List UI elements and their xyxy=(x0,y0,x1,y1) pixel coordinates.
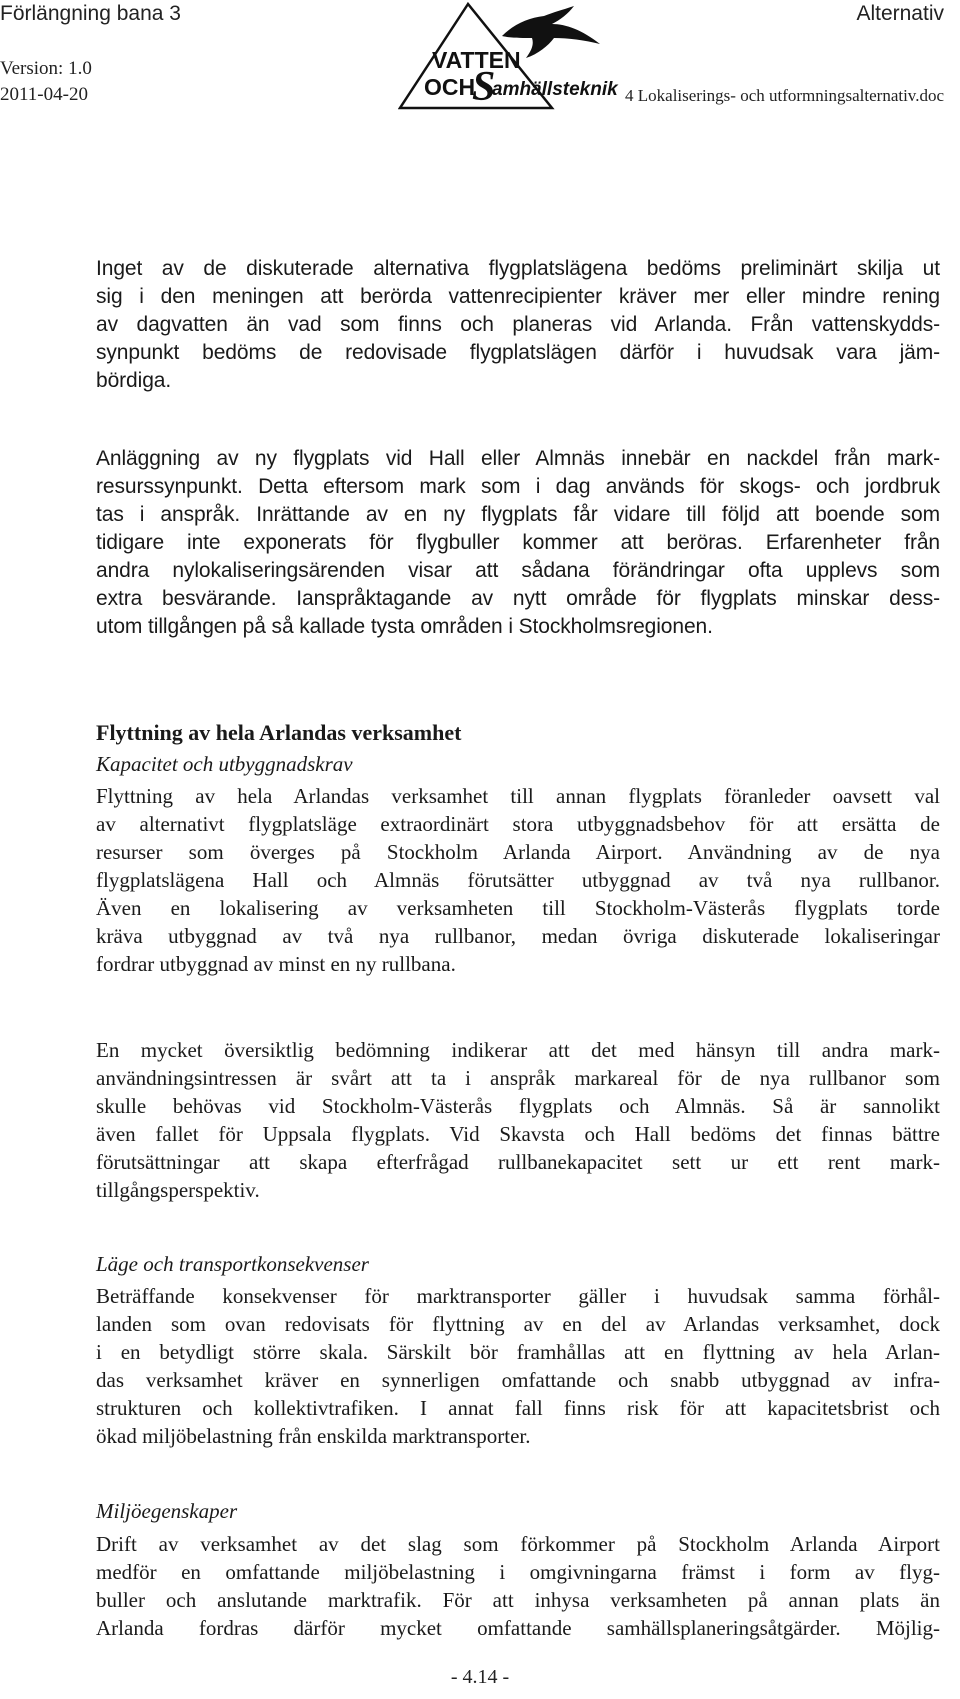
paragraph-line: fordrar utbyggnad av minst en ny rullbana. xyxy=(96,952,456,976)
logo-text-och: OCH xyxy=(424,74,476,100)
subheading-miljo: Miljöegenskaper xyxy=(96,1499,238,1523)
paragraph-line: synpunkt bedöms de redovisade flygplatslägen därför i huvudsak vara jäm- xyxy=(96,341,940,364)
paragraph-miljo xyxy=(96,1530,940,1642)
paragraph-line: Arlanda fordras därför mycket omfattande samhällsplaneringsåtgärder. Möjlig- xyxy=(96,1616,940,1640)
paragraph-line: medför en omfattande miljöbelastning i omgivningarna främst i form av flyg- xyxy=(96,1560,940,1584)
paragraph-line: flygplatslägena Hall och Almnäs förutsätter utbyggnad av två nya rullbanor. xyxy=(96,868,940,892)
paragraph-line: kräva utbyggnad av två nya rullbanor, medan övriga diskuterade lokaliseringar xyxy=(96,924,940,948)
paragraph-line: Även en lokalisering av verksamheten till Stockholm-Västerås flygplats torde xyxy=(96,896,940,920)
paragraph-line: av dagvatten än vad som finns och planeras vid Arlanda. Från vattenskydds- xyxy=(96,313,940,336)
section-heading: Flyttning av hela Arlandas verksamhet xyxy=(96,720,462,745)
paragraph-line: Beträffande konsekvenser för marktransporter gäller i huvudsak samma förhål- xyxy=(96,1284,940,1308)
paragraph-line: Inget av de diskuterade alternativa flygplatslägena bedöms preliminärt skilja ut xyxy=(96,257,940,280)
paragraph-line: buller och anslutande marktrafik. För att inhysa verksamheten på annan plats än xyxy=(96,1588,940,1612)
paragraph-line: En mycket översiktlig bedömning indikerar att det med hänsyn till andra mark- xyxy=(96,1038,940,1062)
paragraph-line: andra nylokaliseringsärenden visar att sådana förändringar ofta upplevs som xyxy=(96,559,940,582)
paragraph-line: tidigare inte exponerats för flygbuller kommer att beröras. Erfarenheter från xyxy=(96,531,940,554)
paragraph-kapacitet xyxy=(96,782,940,978)
paragraph-line: strukturen och kollektivtrafiken. I annat fall finns risk för att kapacitetsbrist och xyxy=(96,1396,940,1420)
paragraph-line: användningsintressen är svårt att ta i anspråk markareal för de nya rullbanor som xyxy=(96,1066,940,1090)
logo-text-vatten: VATTEN xyxy=(432,47,521,73)
paragraph-markresurs xyxy=(96,445,940,641)
paragraph-line: sig i den meningen att berörda vattenrecipienter kräver mer eller mindre rening xyxy=(96,285,940,308)
paragraph-line: resurser som överges på Stockholm Arlanda Airport. Användning av de nya xyxy=(96,840,940,864)
logo-text-s: S xyxy=(472,64,496,110)
logo-text-samhallsteknik: amhällsteknik xyxy=(492,79,618,100)
subheading-kapacitet: Kapacitet och utbyggnadskrav xyxy=(96,752,353,776)
paragraph-transport xyxy=(96,1282,940,1450)
paragraph-markanvandning xyxy=(96,1036,940,1204)
document-filename: 4 Lokaliserings- och utformningsalternativ.doc xyxy=(625,86,944,105)
section-title: Alternativ xyxy=(856,2,944,25)
subheading-lage: Läge och transportkonsekvenser xyxy=(96,1252,369,1276)
paragraph-line: ökad miljöbelastning från enskilda marktransporter. xyxy=(96,1424,531,1448)
page-number: - 4.14 - xyxy=(450,1666,510,1688)
paragraph-line: resurssynpunkt. Detta eftersom mark som i dag används för skogs- och jordbruk xyxy=(96,475,940,498)
document-date: 2011-04-20 xyxy=(0,84,88,105)
document-title: Förlängning bana 3 xyxy=(0,2,181,25)
paragraph-line: Flyttning av hela Arlandas verksamhet till annan flygplats föranleder oavsett val xyxy=(96,784,940,808)
paragraph-line: extra besvärande. Ianspråktagande av nytt område för flygplats minskar dess- xyxy=(96,587,940,610)
paragraph-line: utom tillgången på så kallade tysta områden i Stockholmsregionen. xyxy=(96,615,713,638)
paragraph-line: das verksamhet kräver en synnerligen omfattande och snabb utbyggnad av infra- xyxy=(96,1368,940,1392)
paragraph-line: Anläggning av ny flygplats vid Hall eller Almnäs innebär en nackdel från mark- xyxy=(96,447,940,470)
paragraph-line: Drift av verksamhet av det slag som förkommer på Stockholm Arlanda Airport xyxy=(96,1532,940,1556)
paragraph-line: förutsättningar att skapa efterfrågad rullbanekapacitet sett ur ett rent mark- xyxy=(96,1150,940,1174)
paragraph-vattenskydd xyxy=(96,255,940,395)
paragraph-line: skulle behövas vid Stockholm-Västerås flygplats och Almnäs. Så är sannolikt xyxy=(96,1094,940,1118)
paragraph-line: landen som ovan redovisats för flyttning av en del av Arlandas verksamhet, dock xyxy=(96,1312,940,1336)
paragraph-line: även fallet för Uppsala flygplats. Vid Skavsta och Hall bedöms det finnas bättre xyxy=(96,1122,940,1146)
document-version: Version: 1.0 xyxy=(0,58,92,79)
company-logo xyxy=(398,0,638,130)
paragraph-line: tas i anspråk. Inrättande av en ny flygplats får vidare till följd att boende som xyxy=(96,503,940,526)
paragraph-line: i en betydligt större skala. Särskilt bör framhållas att en flyttning av hela Arlan- xyxy=(96,1340,940,1364)
paragraph-line: bördiga. xyxy=(96,369,172,392)
paragraph-line: tillgångsperspektiv. xyxy=(96,1178,260,1202)
paragraph-line: av alternativt flygplatsläge extraordinärt stora utbyggnadsbehov för att ersätta de xyxy=(96,812,940,836)
